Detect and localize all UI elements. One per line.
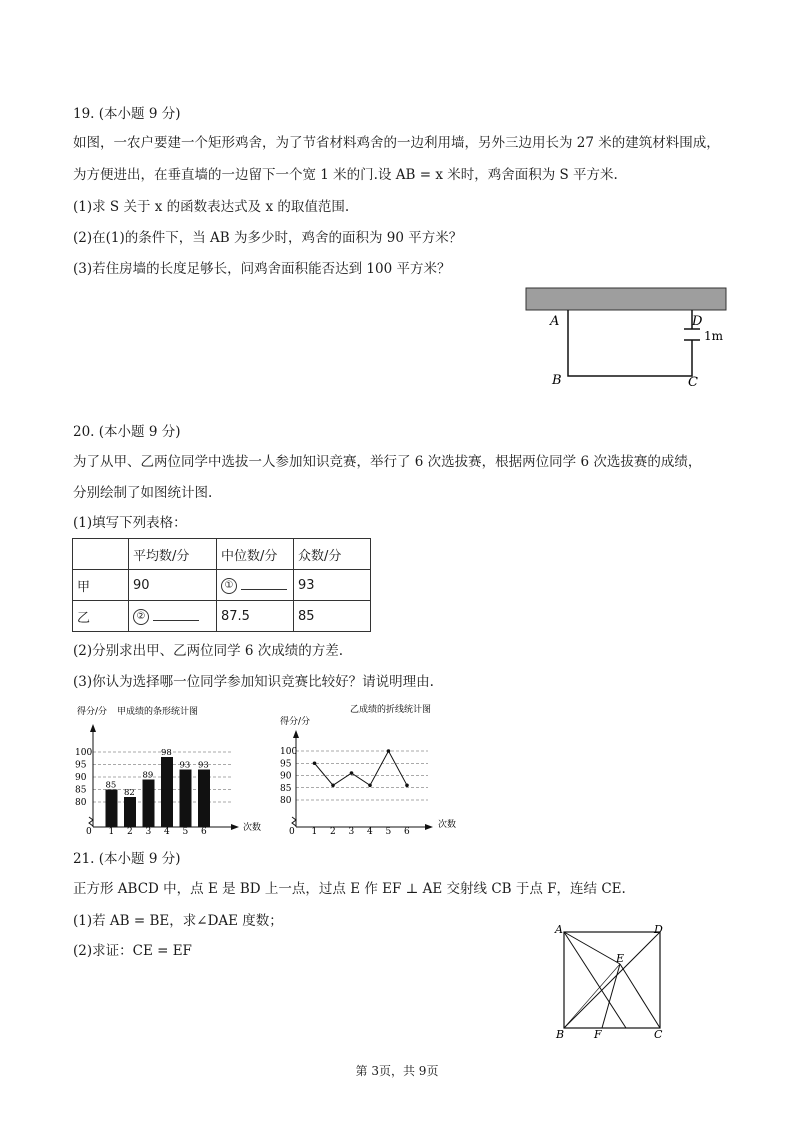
segment-CE [620, 964, 660, 1028]
q19-header: 19. (本小题 9 分) [73, 106, 181, 122]
label-D: D [654, 923, 663, 936]
q20-part2: (2)分别求出甲、乙两位同学 6 次成绩的方差. [73, 643, 344, 659]
segment-A-to-BC [564, 932, 626, 1028]
blank-marker-1: ① [221, 578, 237, 594]
y-tick-label: 90 [75, 773, 87, 783]
q20-part3: (3)你认为选择哪一位同学参加知识竞赛比较好？请说明理由. [73, 674, 434, 690]
bar [180, 770, 192, 828]
label-A: A [555, 923, 563, 936]
table-header-blank [73, 539, 129, 570]
data-point [405, 784, 409, 788]
jia-bar-chart [73, 700, 273, 840]
answer-blank-2[interactable] [153, 608, 199, 621]
coop-fence [568, 310, 692, 376]
table-header-mode: 众数/分 [294, 539, 371, 570]
blank-marker-2: ② [133, 609, 149, 625]
data-point [387, 749, 391, 753]
x-tick-label: 4 [164, 827, 170, 837]
q19-intro-line2: 为方便进出，在垂直墙的一边留下一个宽 1 米的门.设 AB = x 米时，鸡舍面积为 S 平方米. [73, 167, 618, 183]
x-axis-arrow [425, 824, 433, 830]
x-tick-label: 5 [385, 827, 392, 837]
label-E: E [616, 952, 625, 965]
yi-mean-cell [129, 601, 217, 632]
table-row [73, 570, 371, 601]
bar [143, 780, 155, 828]
y-tick-label: 85 [75, 785, 87, 796]
q21-part2: (2)求证：CE = EF [73, 943, 192, 959]
data-point [331, 784, 335, 788]
data-point [368, 784, 372, 788]
x-tick-label: 1 [311, 827, 318, 837]
row-name-jia: 甲 [73, 570, 129, 601]
table-header-median: 中位数/分 [217, 539, 294, 570]
y-tick-label: 100 [75, 748, 93, 758]
x-tick-label: 2 [127, 827, 133, 837]
diagonal-BD [564, 932, 660, 1028]
q19-part1: (1)求 S 关于 x 的函数表达式及 x 的取值范围. [73, 199, 350, 215]
axis-break [89, 817, 93, 826]
yi-median: 87.5 [217, 601, 294, 632]
x-axis-arrow [231, 824, 239, 830]
y-tick-label: 80 [75, 798, 87, 808]
q21-square-figure [552, 920, 672, 1040]
data-point [350, 771, 354, 775]
series-line [315, 751, 408, 785]
label-B: B [556, 1028, 565, 1040]
label-C: C [688, 375, 698, 390]
y-tick-label: 95 [280, 759, 292, 770]
q19-part2: (2)在(1)的条件下，当 AB 为多少时，鸡舍的面积为 90 平方米？ [73, 230, 463, 246]
x-tick-label: 2 [330, 827, 336, 837]
bar [198, 770, 210, 828]
y-tick-label: 85 [280, 783, 292, 794]
x-tick-label: 3 [348, 827, 355, 837]
bar-value-label: 93 [198, 760, 209, 771]
answer-blank-1[interactable] [241, 577, 287, 590]
q20-intro-line2: 分别绘制了如图统计图. [73, 485, 213, 501]
segment-B-to-E [564, 964, 620, 1028]
q19-part3: (3)若住房墙的长度足够长，问鸡舍面积能否达到 100 平方米？ [73, 261, 451, 277]
y-tick-label: 90 [280, 771, 292, 782]
bar [161, 757, 173, 827]
chart-title: 乙成绩的折线统计图 [350, 705, 432, 715]
bar-value-label: 93 [179, 760, 191, 771]
y-tick-label: 100 [280, 747, 298, 757]
x-tick-label: 6 [201, 827, 207, 837]
label-A: A [550, 314, 560, 329]
bar-value-label: 98 [161, 748, 172, 758]
y-axis-arrow [90, 724, 96, 732]
chart-xlabel: 次数 [438, 820, 457, 830]
q19-intro-line1: 如图，一农户要建一个矩形鸡舍，为了节省材料鸡舍的一边利用墙，另外三边用长为 27 米的建筑材料围成， [73, 135, 720, 151]
x-tick-label: 6 [404, 827, 410, 837]
x-tick-label: 5 [182, 827, 189, 837]
x-tick-label: 1 [108, 827, 115, 837]
chart-origin: 0 [289, 827, 295, 837]
y-tick-label: 80 [280, 796, 292, 806]
row-name-yi: 乙 [73, 601, 129, 632]
table-header-mean: 平均数/分 [129, 539, 217, 570]
chart-xlabel: 次数 [243, 823, 262, 833]
label-D: D [692, 314, 703, 329]
label-F: F [594, 1028, 602, 1040]
data-point [313, 761, 317, 765]
q20-header: 20. (本小题 9 分) [73, 424, 181, 440]
table-header-row [73, 539, 371, 570]
jia-mode: 93 [294, 570, 371, 601]
q21-part1: (1)若 AB = BE，求∠DAE 度数； [73, 913, 283, 929]
q20-stats-table [72, 538, 371, 632]
chart-ylabel: 得分/分 [280, 717, 311, 727]
chart-origin: 0 [86, 827, 92, 837]
x-tick-label: 4 [367, 827, 373, 837]
chart-ylabel: 得分/分 [77, 707, 108, 717]
segment-EF [602, 964, 620, 1028]
q19-coop-figure [520, 282, 732, 392]
axis-break [292, 817, 296, 826]
page-footer: 第 3页，共 9页 [355, 1064, 439, 1078]
bar-value-label: 89 [142, 770, 154, 781]
table-row [73, 601, 371, 632]
bar [124, 797, 136, 827]
y-tick-label: 95 [75, 760, 87, 771]
wall [526, 288, 726, 310]
q21-intro: 正方形 ABCD 中，点 E 是 BD 上一点，过点 E 作 EF ⊥ AE 交射线 CB 于点 F，连结 CE. [73, 881, 626, 897]
bar [106, 790, 118, 828]
jia-mean: 90 [129, 570, 217, 601]
bar-value-label: 82 [124, 788, 135, 798]
label-C: C [654, 1028, 663, 1040]
chart-title: 甲成绩的条形统计图 [117, 707, 199, 717]
label-door-width: 1m [704, 329, 724, 343]
x-tick-label: 3 [145, 827, 152, 837]
bar-value-label: 85 [105, 780, 117, 791]
y-axis-arrow [293, 730, 299, 738]
yi-mode: 85 [294, 601, 371, 632]
jia-median-cell [217, 570, 294, 601]
q20-intro-line1: 为了从甲、乙两位同学中选拔一人参加知识竞赛，举行了 6 次选拔赛，根据两位同学 6 次选拔赛的成绩， [73, 454, 702, 470]
q20-part1: (1)填写下列表格： [73, 515, 187, 531]
label-B: B [552, 373, 562, 388]
q21-header: 21. (本小题 9 分) [73, 851, 181, 867]
yi-line-chart [278, 700, 478, 840]
segment-AE [564, 932, 620, 964]
